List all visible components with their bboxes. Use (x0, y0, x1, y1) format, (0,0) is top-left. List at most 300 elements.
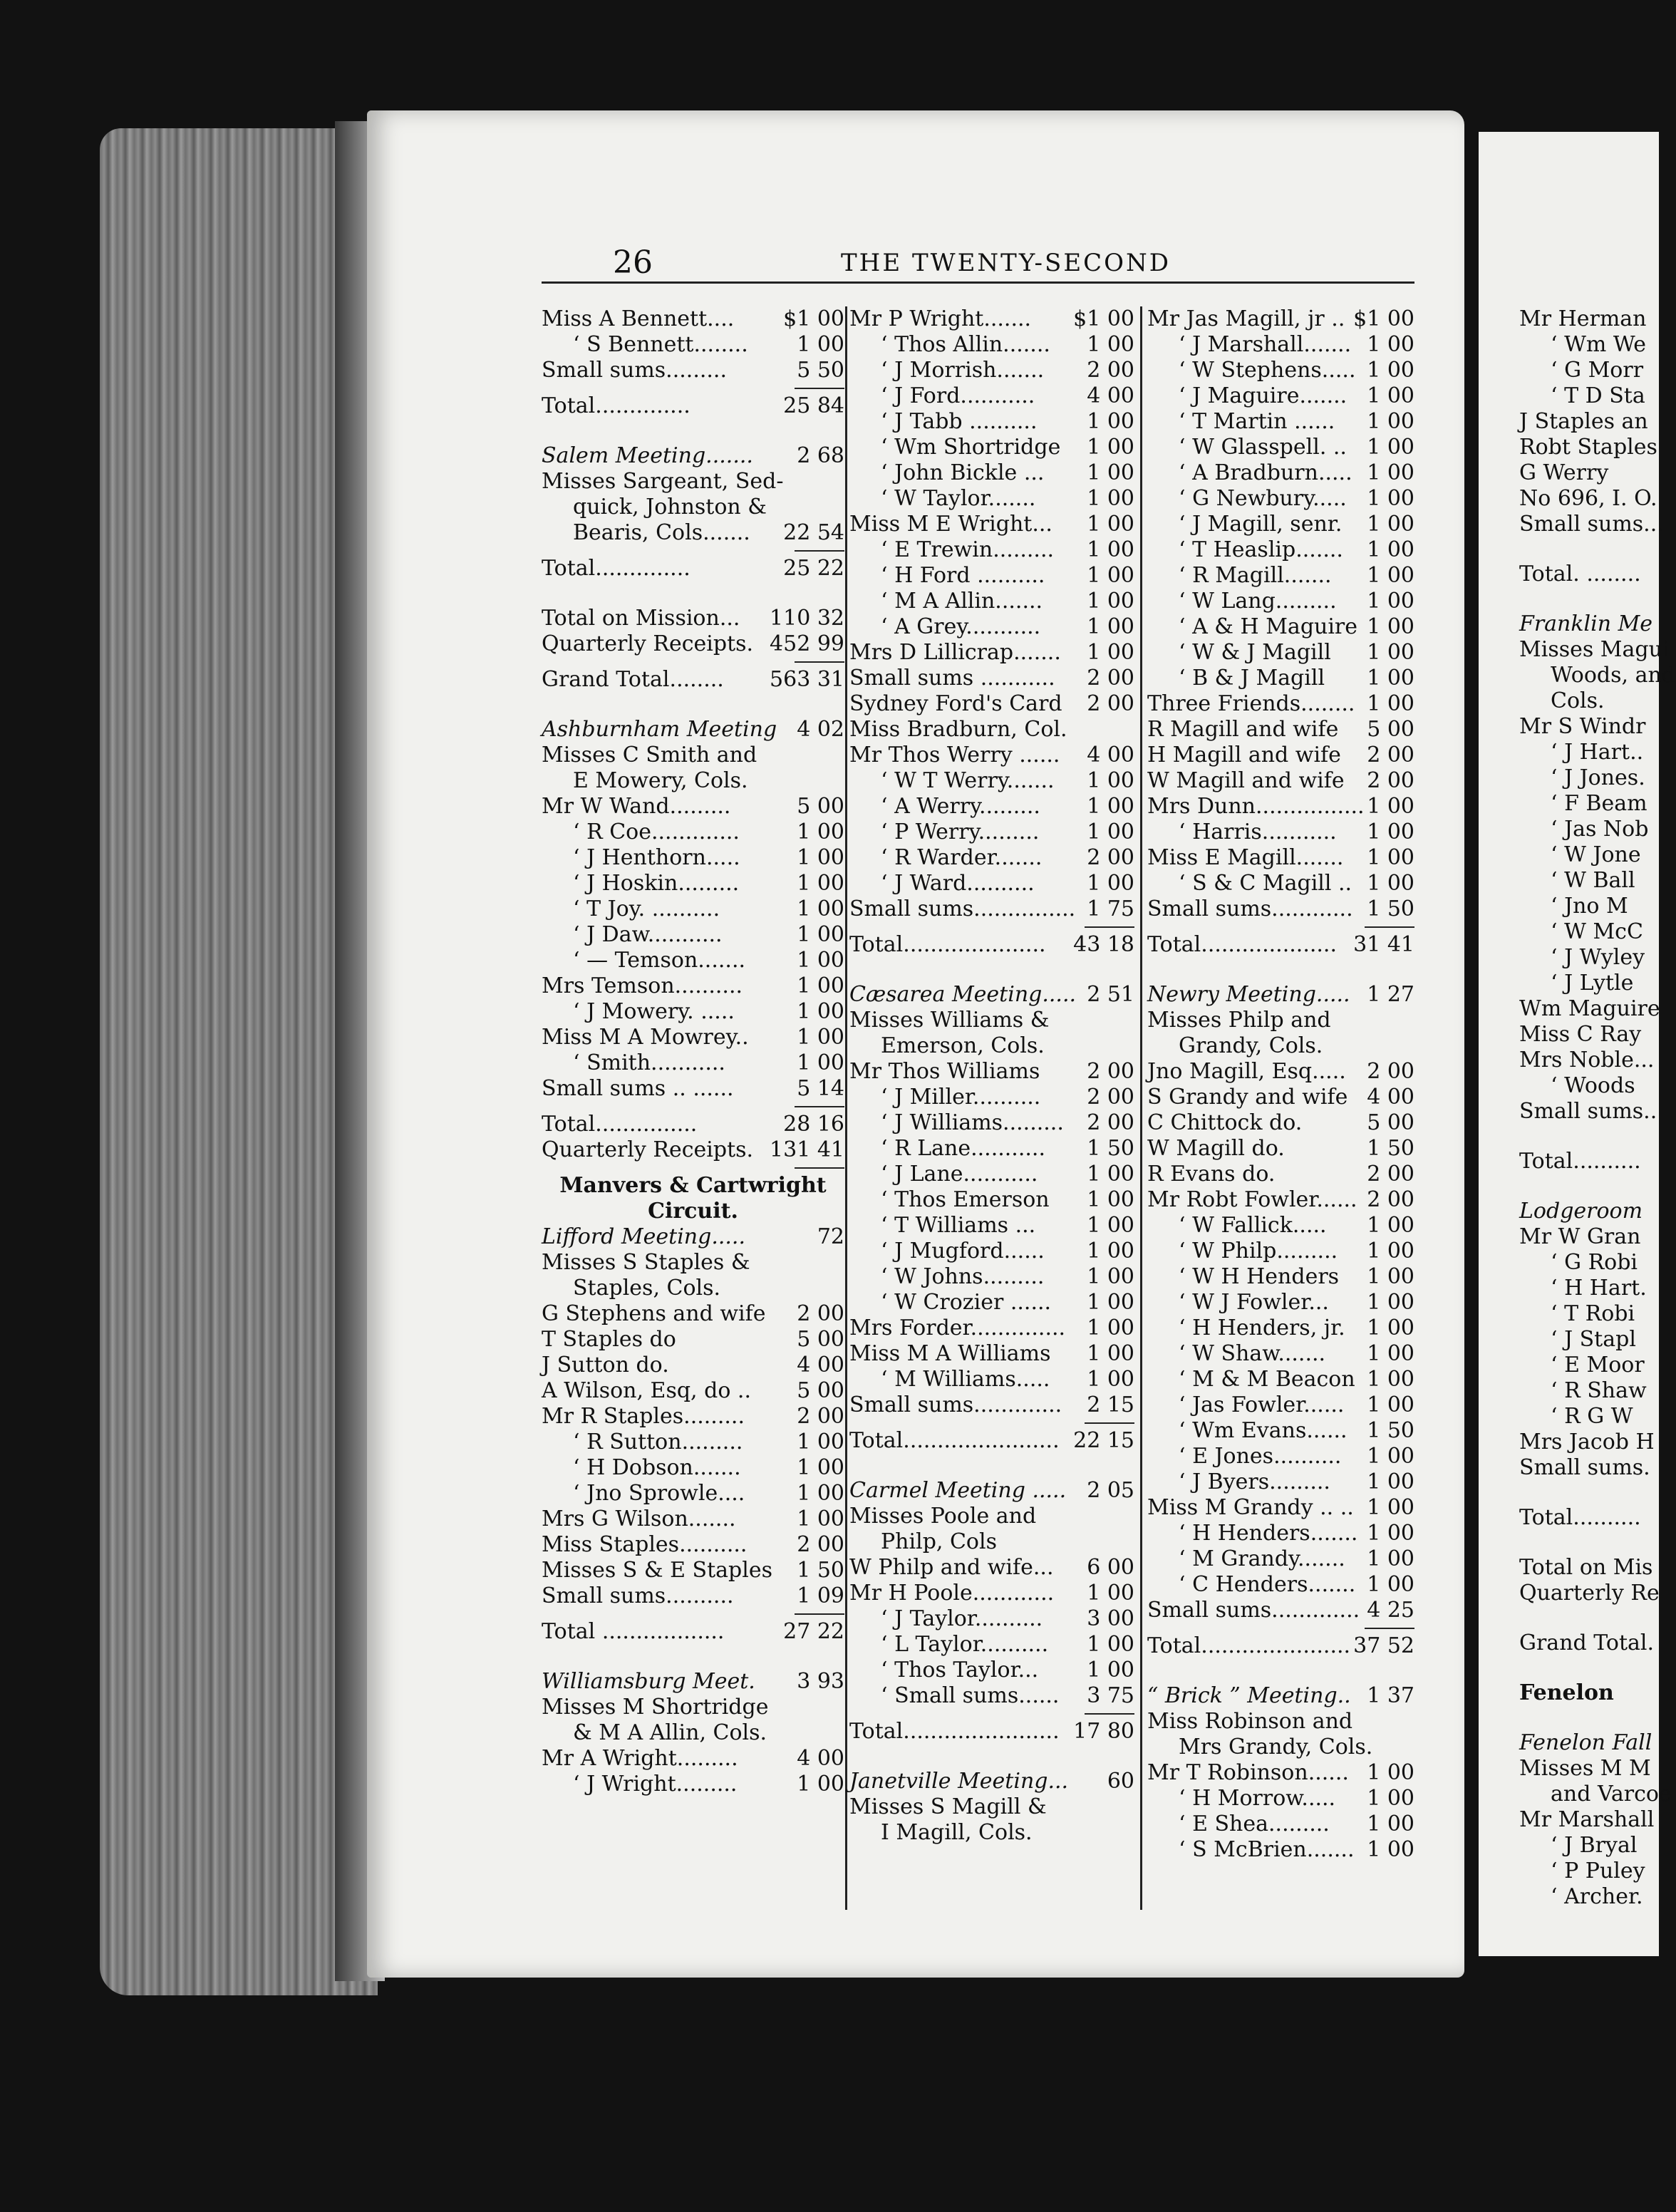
entry-name: Total on Mission... (542, 606, 740, 631)
ledger-line (849, 1008, 1134, 1033)
entry-name: Cæsarea Meeting..... (849, 982, 1077, 1007)
entry-name: Small sums............... (849, 896, 1076, 921)
entry-amount: 4 00 (1367, 1085, 1414, 1110)
spacer (542, 1645, 844, 1669)
ledger-line (542, 1669, 844, 1695)
entry-amount: 1 00 (1367, 409, 1414, 434)
entry-name: Fenelon (1519, 1680, 1614, 1705)
ledger-line (849, 1392, 1134, 1418)
entry-name: ‘ Thos Taylor... (881, 1658, 1039, 1683)
entry-amount: 1 00 (1367, 383, 1414, 408)
ledger-line (849, 666, 1134, 691)
ledger-column-2 (849, 306, 1134, 1846)
entry-name: ‘ J Morrish....... (881, 358, 1045, 383)
ledger-column-3 (1147, 306, 1414, 1863)
ledger-line (1519, 971, 1676, 996)
entry-amount: 1 00 (1087, 460, 1134, 485)
entry-name: ‘ M Grandy....... (1179, 1546, 1345, 1571)
entry-name: ‘ Wm We (1551, 332, 1647, 357)
entry-amount: 5 14 (797, 1076, 844, 1101)
entry-amount: 1 50 (797, 1558, 844, 1583)
ledger-line (849, 896, 1134, 922)
entry-amount: 5 00 (797, 1327, 844, 1352)
entry-name: quick, Johnston & (573, 495, 767, 520)
entry-name: Mrs Noble... (1519, 1048, 1655, 1073)
ledger-line (542, 1430, 844, 1455)
ledger-line (1147, 1812, 1414, 1837)
ledger-line (1147, 1341, 1414, 1367)
ledger-line (1519, 306, 1676, 332)
entry-name: ‘ M & M Beacon (1179, 1367, 1355, 1392)
ledger-line (1147, 691, 1414, 717)
entry-amount: 1 00 (1087, 1264, 1134, 1289)
entry-name: ‘ P Puley (1551, 1859, 1645, 1883)
ledger-line (1147, 820, 1414, 845)
entry-amount: 1 00 (1367, 1521, 1414, 1546)
ledger-line (1519, 765, 1676, 791)
ledger-line (849, 1162, 1134, 1187)
entry-amount: 1 00 (1367, 691, 1414, 716)
ledger-line (849, 1367, 1134, 1392)
total-rule (1147, 1623, 1414, 1633)
entry-name: Carmel Meeting ..... (849, 1478, 1067, 1503)
ledger-line (1519, 1730, 1676, 1756)
entry-name: ‘ W Lang......... (1179, 589, 1337, 614)
entry-name: Total. ........ (1519, 562, 1641, 586)
entry-amount: 1 00 (1367, 666, 1414, 691)
entry-name: Total.......... (1519, 1505, 1641, 1530)
entry-name: ‘ T D Sta (1551, 383, 1645, 408)
total-rule (542, 1102, 844, 1112)
entry-name: ‘ S & C Magill .. (1179, 871, 1352, 896)
ledger-line (1519, 1833, 1676, 1859)
ledger-line (542, 768, 844, 794)
entry-name: ‘ W Stephens..... (1179, 358, 1356, 383)
entry-name: Quarterly Receipts. (542, 1137, 754, 1162)
entry-name: ‘ H Morrow..... (1179, 1786, 1336, 1811)
entry-amount: 1 00 (1087, 1341, 1134, 1366)
entry-amount: 43 18 (1073, 932, 1134, 957)
entry-amount: 1 00 (1087, 512, 1134, 537)
entry-amount: 60 (1107, 1769, 1134, 1794)
entry-name: Misses Williams & (849, 1008, 1050, 1033)
entry-amount: 1 00 (1367, 845, 1414, 870)
ledger-line (542, 922, 844, 948)
entry-name: Mr S Windr (1519, 714, 1646, 739)
ledger-line (1519, 1581, 1676, 1606)
ledger-line (849, 1606, 1134, 1632)
ledger-line (1147, 1598, 1414, 1623)
entry-amount: 1 00 (1367, 640, 1414, 665)
ledger-line (1519, 688, 1676, 714)
entry-amount: 452 99 (770, 631, 844, 656)
column-divider (1140, 306, 1142, 1910)
entry-name: ‘ A Grey........... (881, 614, 1041, 639)
entry-amount: $1 00 (1073, 306, 1134, 331)
entry-amount: 1 00 (1087, 1581, 1134, 1606)
ledger-line (1147, 1683, 1414, 1709)
entry-amount: 1 00 (1367, 1392, 1414, 1417)
entry-amount: 1 00 (1367, 1213, 1414, 1238)
ledger-line (1147, 1264, 1414, 1290)
entry-name: ‘ J Jones. (1551, 765, 1645, 790)
ledger-line (542, 1455, 844, 1481)
entry-name: ‘ H Hart. (1551, 1276, 1647, 1301)
ledger-line (849, 1264, 1134, 1290)
entry-amount: 1 00 (1087, 537, 1134, 562)
entry-name: “ Brick ” Meeting.. (1147, 1683, 1351, 1708)
ledger-line (1147, 1316, 1414, 1341)
ledger-line (542, 1532, 844, 1558)
ledger-line (1519, 1782, 1676, 1807)
entry-name: S Grandy and wife (1147, 1085, 1348, 1110)
entry-name: Newry Meeting..... (1147, 982, 1350, 1007)
ledger-line (849, 717, 1134, 743)
ledger-line (542, 1506, 844, 1532)
entry-name: ‘ R Sutton......... (573, 1430, 743, 1454)
entry-amount: 1 00 (1087, 563, 1134, 588)
entry-name: Total.............. (542, 556, 690, 581)
entry-name: Mrs Grandy, Cols. (1179, 1735, 1373, 1759)
ledger-line (542, 1276, 844, 1301)
ledger-column-4 (1519, 306, 1676, 1910)
ledger-line (849, 486, 1134, 512)
entry-name: ‘ G Morr (1551, 358, 1644, 383)
total-rule (542, 383, 844, 393)
ledger-line (1147, 1546, 1414, 1572)
ledger-line (1147, 717, 1414, 743)
entry-name: ‘ W Shaw....... (1179, 1341, 1326, 1366)
ledger-line (542, 845, 844, 871)
entry-name: Emerson, Cols. (881, 1033, 1045, 1058)
ledger-line (1519, 435, 1676, 460)
entry-name: Quarterly Receipts. (542, 631, 754, 656)
entry-amount: 1 00 (1367, 614, 1414, 639)
entry-name: Lifford Meeting..... (542, 1224, 745, 1249)
entry-name: Misses Poole and (849, 1504, 1037, 1529)
ledger-line (1147, 409, 1414, 435)
entry-amount: 4 02 (797, 717, 844, 742)
entry-amount: 1 00 (1087, 640, 1134, 665)
ledger-line (1519, 1505, 1676, 1531)
entry-name: Mrs Jacob H (1519, 1430, 1655, 1454)
entry-amount: 1 00 (797, 1481, 844, 1506)
entry-name: ‘ R Magill....... (1179, 563, 1332, 588)
entry-name: Mrs Dunn................ (1147, 794, 1365, 819)
entry-name: ‘ A Werry......... (881, 794, 1040, 819)
entry-amount: 2 68 (797, 443, 844, 468)
entry-amount: 2 00 (797, 1301, 844, 1326)
entry-name: A Wilson, Esq, do .. (542, 1378, 751, 1403)
ledger-line (1147, 845, 1414, 871)
entry-name: ‘ G Newbury..... (1179, 486, 1347, 511)
entry-amount: 1 00 (1087, 1239, 1134, 1263)
entry-name: Small sums.......... (542, 1583, 734, 1608)
entry-amount: 2 00 (797, 1532, 844, 1557)
entry-amount: 1 00 (1367, 871, 1414, 896)
ledger-line (542, 1224, 844, 1250)
entry-amount: $1 00 (1353, 306, 1414, 331)
entry-amount: 1 00 (797, 1430, 844, 1454)
ledger-line (1147, 1239, 1414, 1264)
ledger-line (1147, 332, 1414, 358)
entry-amount: 1 00 (1367, 435, 1414, 460)
entry-name: I Magill, Cols. (881, 1820, 1033, 1845)
ledger-line (1519, 1048, 1676, 1073)
entry-amount: 3 93 (797, 1669, 844, 1694)
ledger-line (1147, 982, 1414, 1008)
ledger-line (1519, 1224, 1676, 1250)
entry-name: Total.............. (542, 393, 690, 418)
entry-amount: 31 41 (1353, 932, 1414, 957)
total-rule (849, 922, 1134, 932)
total-rule (849, 1709, 1134, 1719)
entry-name: & M A Allin, Cols. (573, 1720, 767, 1745)
ledger-line (1147, 1136, 1414, 1162)
entry-amount: 1 00 (1087, 589, 1134, 614)
page-header (613, 244, 1425, 280)
ledger-line (542, 1772, 844, 1797)
ledger-line (1519, 1073, 1676, 1099)
entry-name: ‘ W J Fowler... (1179, 1290, 1329, 1315)
entry-amount: 2 00 (1087, 1110, 1134, 1135)
entry-amount: 1 00 (1087, 1187, 1134, 1212)
entry-amount: 1 00 (797, 1025, 844, 1050)
ledger-line (542, 1404, 844, 1430)
ledger-line (1147, 768, 1414, 794)
ledger-line (849, 1769, 1134, 1794)
entry-name: Misses Sargeant, Sed- (542, 469, 784, 494)
entry-name: Cols. (1551, 688, 1605, 713)
entry-name: ‘ R Lane........... (881, 1136, 1045, 1161)
entry-name: ‘ T Robi (1551, 1301, 1635, 1326)
ledger-line (849, 1341, 1134, 1367)
ledger-line (542, 306, 844, 332)
entry-amount: 1 00 (1087, 332, 1134, 357)
entry-amount: 5 00 (797, 1378, 844, 1403)
entry-amount: 1 09 (797, 1583, 844, 1608)
ledger-line (849, 1478, 1134, 1504)
entry-name: ‘ J Magill, senr. (1179, 512, 1343, 537)
entry-amount: 1 37 (1367, 1683, 1414, 1708)
ledger-line (849, 512, 1134, 537)
ledger-line (849, 383, 1134, 409)
entry-amount: 1 00 (797, 999, 844, 1024)
total-rule (542, 1163, 844, 1173)
ledger-line (849, 1290, 1134, 1316)
ledger-line (849, 1719, 1134, 1745)
ledger-line (849, 845, 1134, 871)
entry-name: Mrs Temson.......... (542, 973, 743, 998)
running-title: THE TWENTY-SECOND (841, 249, 1171, 277)
spacer (1147, 1659, 1414, 1683)
entry-name: Total....................... (849, 1428, 1060, 1453)
entry-amount: 110 32 (770, 606, 844, 631)
ledger-line (1519, 1378, 1676, 1404)
entry-name: Bearis, Cols....... (573, 520, 750, 545)
ledger-line (1147, 1572, 1414, 1598)
ledger-line (542, 973, 844, 999)
ledger-line (1147, 1760, 1414, 1786)
entry-name: Small sums .. ...... (542, 1076, 734, 1101)
entry-amount: 27 22 (783, 1619, 844, 1644)
ledger-line (1519, 714, 1676, 740)
ledger-line (1147, 1392, 1414, 1418)
ledger-line (849, 1316, 1134, 1341)
entry-name: Williamsburg Meet. (542, 1669, 755, 1694)
entry-name: Staples, Cols. (573, 1276, 721, 1301)
entry-amount: 3 00 (1087, 1606, 1134, 1631)
ledger-line (542, 1353, 844, 1378)
entry-amount: 1 00 (1367, 563, 1414, 588)
ledger-line (849, 332, 1134, 358)
entry-amount: 6 00 (1087, 1555, 1134, 1580)
entry-name: ‘ Jno Sprowle.... (573, 1481, 745, 1506)
ledger-line (849, 820, 1134, 845)
entry-name: ‘ Harris........... (1179, 820, 1337, 844)
entry-name: ‘ S Bennett........ (573, 332, 748, 357)
ledger-line (849, 640, 1134, 666)
ledger-line (1147, 932, 1414, 958)
ledger-line (1147, 512, 1414, 537)
entry-name: Misses C Smith and (542, 743, 757, 768)
total-rule (542, 657, 844, 667)
entry-name: ‘ G Robi (1551, 1250, 1638, 1275)
ledger-line (849, 794, 1134, 820)
entry-name: ‘ H Henders, jr. (1179, 1316, 1345, 1340)
entry-amount: 1 00 (797, 973, 844, 998)
entry-name: ‘ S McBrien....... (1179, 1837, 1355, 1862)
ledger-line (542, 667, 844, 693)
ledger-line (1147, 1085, 1414, 1110)
entry-amount: 4 00 (797, 1746, 844, 1771)
entry-amount: 1 00 (1367, 1812, 1414, 1836)
ledger-line (1519, 1199, 1676, 1224)
ledger-line (1519, 1630, 1676, 1656)
ledger-line (1147, 1187, 1414, 1213)
ledger-line (1519, 1807, 1676, 1833)
entry-name: Misses Philp and (1147, 1008, 1331, 1033)
entry-name: Franklin Me (1519, 611, 1653, 636)
entry-name: ‘ R Warder....... (881, 845, 1043, 870)
entry-name: Ashburnham Meeting (542, 717, 777, 742)
entry-amount: 1 50 (1367, 1136, 1414, 1161)
ledger-line (542, 1301, 844, 1327)
ledger-line (1147, 383, 1414, 409)
entry-amount: 1 00 (1367, 358, 1414, 383)
entry-name: Miss Bradburn, Col. (849, 717, 1067, 742)
entry-name: Lodgeroom (1519, 1199, 1643, 1224)
ledger-line (849, 743, 1134, 768)
entry-name: No 696, I. O. (1519, 486, 1657, 511)
ledger-line (542, 1076, 844, 1102)
total-rule (542, 546, 844, 556)
entry-name: ‘ John Bickle ... (881, 460, 1045, 485)
ledger-line (849, 932, 1134, 958)
entry-name: Mrs G Wilson....... (542, 1506, 736, 1531)
entry-name: ‘ T Joy. .......... (573, 896, 720, 921)
ledger-line (849, 1504, 1134, 1529)
entry-name: ‘ J Wyley (1551, 945, 1645, 970)
ledger-line (1519, 1353, 1676, 1378)
entry-name: ‘ J Lytle (1551, 971, 1634, 996)
ledger-line (849, 1794, 1134, 1820)
ledger-line (849, 409, 1134, 435)
ledger-line (1147, 1418, 1414, 1444)
total-rule (849, 1418, 1134, 1428)
column-divider (845, 306, 847, 1910)
entry-amount: 1 00 (797, 845, 844, 870)
entry-amount: 1 00 (1087, 1162, 1134, 1187)
entry-name: ‘ J Byers......... (1179, 1469, 1330, 1494)
ledger-line (849, 460, 1134, 486)
ledger-line (542, 631, 844, 657)
entry-amount: 1 00 (797, 820, 844, 844)
ledger-line (1519, 332, 1676, 358)
entry-name: Total..................... (849, 932, 1046, 957)
ledger-line (542, 469, 844, 495)
ledger-line (542, 1250, 844, 1276)
spacer (849, 1745, 1134, 1769)
entry-amount: 1 00 (1087, 768, 1134, 793)
ledger-line (849, 1428, 1134, 1454)
entry-name: ‘ J Mugford...... (881, 1239, 1045, 1263)
spacer (1519, 1125, 1676, 1149)
entry-name: T Staples do (542, 1327, 676, 1352)
entry-name: Miss M A Williams (849, 1341, 1051, 1366)
total-rule (1147, 922, 1414, 932)
entry-name: Mr Thos Williams (849, 1059, 1040, 1084)
ledger-line (849, 1555, 1134, 1581)
entry-name: Quarterly Re (1519, 1581, 1660, 1606)
entry-name: ‘ W Taylor....... (881, 486, 1036, 511)
ledger-line (849, 1213, 1134, 1239)
entry-name: G Stephens and wife (542, 1301, 766, 1326)
ledger-line (849, 1820, 1134, 1846)
ledger-line (542, 820, 844, 845)
entry-name: ‘ Smith........... (573, 1050, 725, 1075)
entry-name: ‘ W & J Magill (1179, 640, 1331, 665)
ledger-line (1147, 435, 1414, 460)
entry-amount: 1 00 (1367, 1341, 1414, 1366)
entry-amount: 1 00 (1367, 1760, 1414, 1785)
ledger-line (1519, 817, 1676, 842)
ledger-line (1519, 486, 1676, 512)
ledger-line (1147, 871, 1414, 896)
ledger-line (1147, 1786, 1414, 1812)
ledger-line (1147, 743, 1414, 768)
ledger-line (542, 495, 844, 520)
entry-amount: 5 00 (1367, 1110, 1414, 1135)
entry-name: Jno Magill, Esq..... (1147, 1059, 1346, 1084)
entry-name: ‘ W Johns......... (881, 1264, 1045, 1289)
entry-name: Mr P Wright....... (849, 306, 1032, 331)
ledger-line (1519, 1276, 1676, 1301)
ledger-line (1519, 637, 1676, 663)
ledger-line (1519, 383, 1676, 409)
entry-name: W Magill do. (1147, 1136, 1285, 1161)
entry-name: R Evans do. (1147, 1162, 1276, 1187)
entry-amount: 17 80 (1073, 1719, 1134, 1744)
ledger-line (1147, 563, 1414, 589)
entry-name: Total............... (542, 1112, 698, 1137)
ledger-line (542, 1720, 844, 1746)
entry-name: ‘ P Werry......... (881, 820, 1040, 844)
ledger-line (542, 1112, 844, 1137)
entry-name: ‘ H Dobson....... (573, 1455, 741, 1480)
spacer (1519, 1174, 1676, 1199)
entry-name: ‘ Archer. (1551, 1884, 1643, 1909)
